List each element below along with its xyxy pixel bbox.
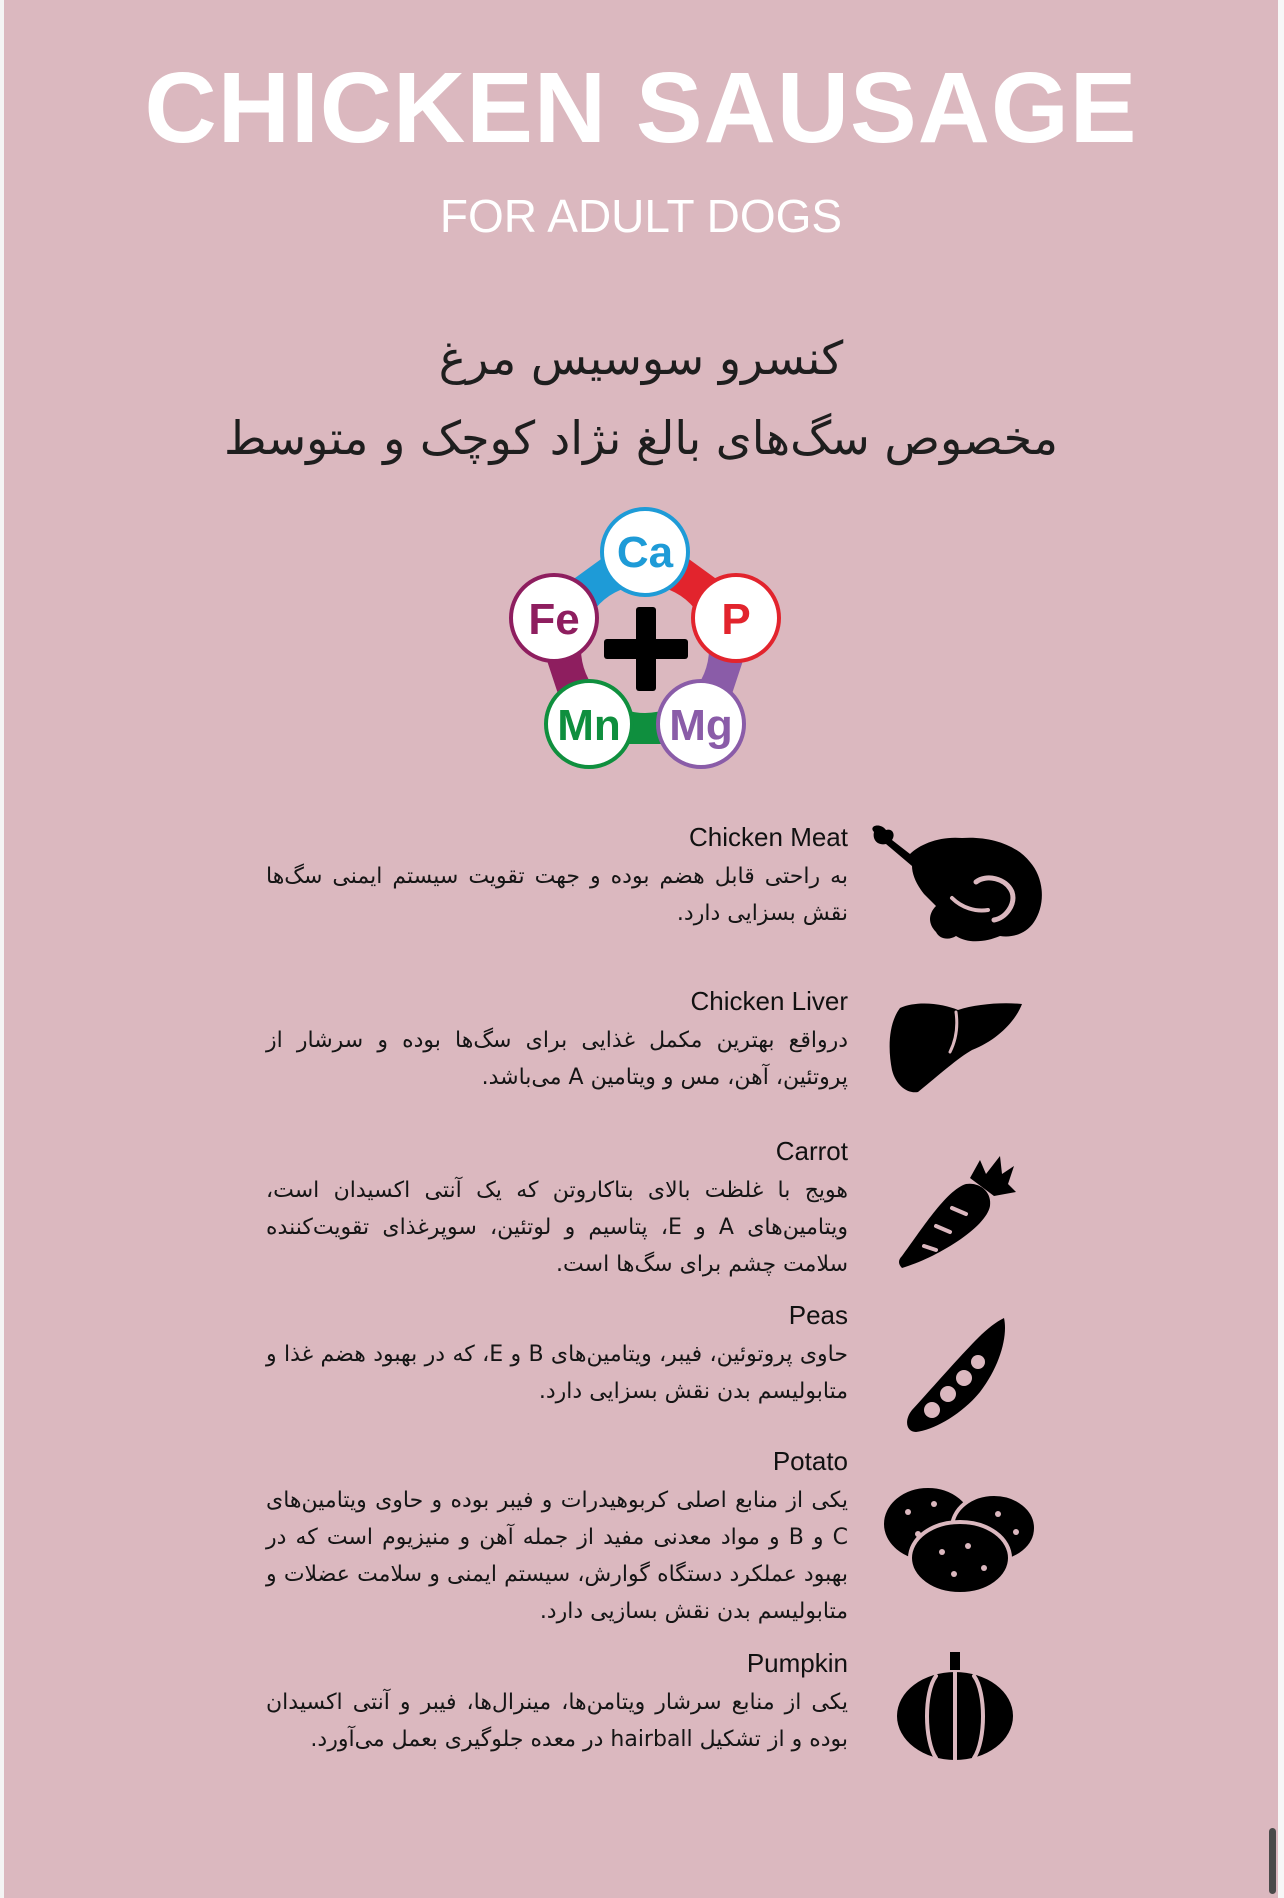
ingredient-potato (266, 1446, 848, 1630)
ingredient-name: Pumpkin (746, 1648, 848, 1678)
ingredient-description: حاوی پروتوئین، فیبر، ویتامین‌های B و E، که در بهبود هضم غذا و متابولیسم بدن نقش بسزایی دارد. (266, 1342, 848, 1404)
mineral-ca-badge (602, 509, 688, 595)
ingredient-carrot (266, 1136, 848, 1283)
scrollbar-thumb[interactable] (1269, 1828, 1276, 1894)
mineral-mg-badge (658, 681, 744, 767)
page-right-margin (1278, 0, 1284, 1898)
ingredient-description: یکی از منابع اصلی کربوهیدرات و فیبر بوده و حاوی ویتامین‌های C و B و مواد معدنی مفید از جمله آهن و منیزیوم است که در بهبود عملکرد دستگاه گوارش، سیستم ایمنی و سلامت عضلات و متابولیسم بدن نقش بسازیی دارد. (266, 1488, 848, 1624)
mineral-mn-badge (546, 681, 632, 767)
persian-title-line-2: مخصوص سگ‌های بالغ نژاد کوچک و متوسط (223, 411, 1059, 465)
pea-pod-icon (904, 1316, 1008, 1434)
ingredient-name: Chicken Liver (690, 986, 848, 1016)
minerals-logo (502, 502, 788, 786)
ingredient-pumpkin (266, 1648, 848, 1758)
persian-title-line-1: کنسرو سوسیس مرغ (438, 331, 844, 385)
mineral-mg-label: Mg (669, 701, 733, 750)
mineral-p-label: P (721, 595, 751, 644)
mineral-p-badge (693, 575, 779, 661)
product-title: CHICKEN SAUSAGE (144, 52, 1138, 164)
ingredient-description: هویج با غلظت بالای بتاکاروتن که یک آنتی اکسیدان است، ویتامین‌های A و E، پتاسیم و لوتئین، سوپرغذای تقویت‌کننده سلامت چشم برای سگ‌ها است. (266, 1178, 848, 1277)
mineral-fe-badge (511, 575, 597, 661)
mineral-mn-label: Mn (557, 701, 621, 750)
product-subtitle: FOR ADULT DOGS (439, 190, 843, 242)
minerals-diagram (502, 502, 788, 786)
product-info-page (4, 0, 1278, 1898)
mineral-ca-label: Ca (616, 528, 674, 577)
ingredient-description: درواقع بهترین مکمل غذایی برای سگ‌ها بوده و سرشار از پروتئین، آهن، مس و ویتامین A می‌باشد. (266, 1028, 848, 1090)
ingredient-name: Chicken Meat (689, 822, 848, 852)
ingredient-name: Carrot (775, 1136, 848, 1166)
carrot-icon (896, 1152, 1016, 1272)
ingredient-chicken-liver (266, 986, 848, 1096)
potato-icon (878, 1482, 1038, 1596)
ingredient-description: یکی از منابع سرشار ویتامن‌ها، مینرال‌ها، فیبر و آنتی اکسیدان بوده و از تشکیل hairball در معده جلوگیری بعمل می‌آورد. (266, 1690, 848, 1752)
ingredient-name: Potato (772, 1446, 848, 1476)
roast-chicken-icon (866, 824, 1046, 944)
liver-icon (888, 1000, 1024, 1096)
ingredient-description: به راحتی قابل هضم بوده و جهت تقویت سیستم ایمنی سگ‌ها نقش بسزایی دارد. (266, 864, 848, 926)
ingredient-name: Peas (788, 1300, 848, 1330)
pumpkin-icon (894, 1648, 1016, 1762)
ingredient-chicken-meat (266, 822, 848, 932)
ingredient-peas (266, 1300, 848, 1410)
mineral-fe-label: Fe (528, 595, 580, 644)
